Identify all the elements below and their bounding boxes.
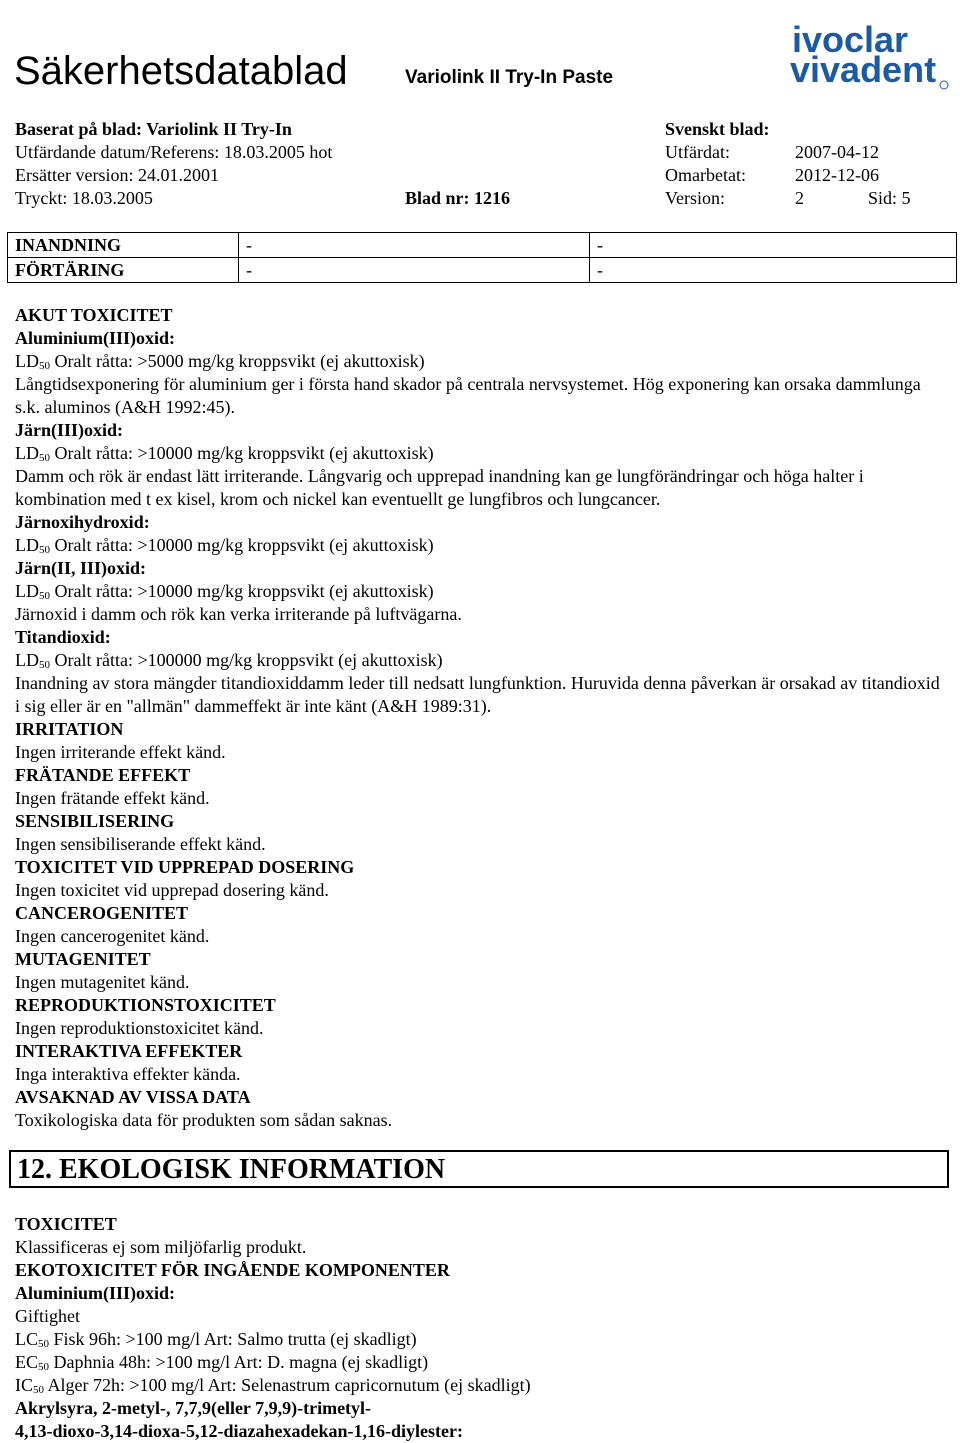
ld-prefix: LD [15,351,39,371]
issued-value: 2007-04-12 [795,142,879,162]
ic-text: Alger 72h: >100 mg/l Art: Selenastrum capricornutum (ej skadligt) [44,1375,531,1395]
ivoclar-vivadent-logo [788,2,950,90]
ic50-line [15,1374,945,1397]
version-value: 2 [795,188,804,208]
value-cell: - [239,233,590,258]
effect-heading: FRÄTANDE EFFEKT [15,765,191,785]
route-cell: INANDNING [8,233,239,258]
ic-prefix: IC [15,1375,33,1395]
ld-prefix: LD [15,443,39,463]
effect-text: Ingen mutagenitet känd. [15,972,190,992]
sheet-number: Blad nr: 1216 [405,188,511,208]
effect-text: Inga interaktiva effekter kända. [15,1064,241,1084]
based-on: Baserat på blad: Variolink II Try-In [15,119,292,139]
effect-heading: MUTAGENITET [15,949,151,969]
ld-subscript: 50 [39,659,50,671]
effect-heading: IRRITATION [15,719,124,739]
toxicity-text: Klassificeras ej som miljöfarlig produkt. [15,1237,307,1257]
printed-date: Tryckt: 18.03.2005 [15,188,153,208]
iron-oxyhydroxide-heading: Järnoxihydroxid: [15,512,150,532]
titanium-text: Inandning av stora mängder titandioxiddamm leder till nedsatt lungfunktion. Huruvida denna påverkan är orsakad av titandioxid i sig eller är en "allmän" dammeffekt är inte känt (A&H 1989:31). [15,673,940,716]
effect-heading: TOXICITET VID UPPREPAD DOSERING [15,857,355,877]
lc50-line [15,1328,945,1351]
ld-subscript: 50 [39,590,50,602]
acrylic-heading-1: Akrylsyra, 2-metyl-, 7,7,9(eller 7,9,9)-trimetyl- [15,1398,372,1418]
ld-text: Oralt råtta: >10000 mg/kg kroppsvikt (ej akuttoxisk) [50,581,434,601]
issue-reference: Utfärdande datum/Referens: 18.03.2005 hot [15,142,333,162]
iron3-heading: Järn(III)oxid: [15,420,124,440]
ec50-line [15,1351,945,1374]
effect-heading: REPRODUKTIONSTOXICITET [15,995,276,1015]
ld-text: Oralt råtta: >100000 mg/kg kroppsvikt (ej akuttoxisk) [50,650,443,670]
giftighet-label: Giftighet [15,1306,80,1326]
effect-text: Ingen cancerogenitet känd. [15,926,210,946]
ec-prefix: EC [15,1352,39,1372]
ld-subscript: 50 [39,452,50,464]
page-number: Sid: 5 [868,188,911,208]
table-row [8,258,957,283]
titanium-heading: Titandioxid: [15,627,111,647]
acrylic-heading-2: 4,13-dioxo-3,14-dioxa-5,12-diazahexadekan-1,16-diylester: [15,1421,463,1441]
iron3-ld50 [15,442,945,465]
lc-prefix: LC [15,1329,39,1349]
iron23-heading: Järn(II, III)oxid: [15,558,147,578]
iron23-text: Järnoxid i damm och rök kan verka irriterande på luftvägarna. [15,604,462,624]
effect-text: Ingen reproduktionstoxicitet känd. [15,1018,264,1038]
section-12-header [9,1150,949,1188]
lc-subscript: 50 [38,1338,50,1350]
route-cell: FÖRTÄRING [8,258,239,283]
revised-value: 2012-12-06 [795,165,879,185]
ld-prefix: LD [15,581,39,601]
aluminium-heading: Aluminium(III)oxid: [15,328,176,348]
effect-text: Ingen irriterande effekt känd. [15,742,226,762]
product-name: Variolink II Try-In Paste [405,67,614,88]
effect-heading: INTERAKTIVA EFFEKTER [15,1041,243,1061]
version-label: Version: [665,188,725,208]
toxicology-section [15,304,945,1132]
issued-label: Utfärdat: [665,142,730,162]
acute-toxicity-heading: AKUT TOXICITET [15,305,173,325]
value-cell: - [239,258,590,283]
ld-text: Oralt råtta: >10000 mg/kg kroppsvikt (ej akuttoxisk) [50,535,434,555]
exposure-table [7,232,957,283]
aluminium-text: Långtidsexponering för aluminium ger i första hand skador på centrala nervsystemet. Hög exponering kan orsaka dammlunga s.k. aluminos (A&H 1992:45). [15,374,921,417]
iron3-text: Damm och rök är endast lätt irriterande. Långvarig och upprepad inandning kan ge lungförändringar och höga halter i kombination med t ex kisel, krom och nickel kan eventuellt ge lungfibros och lungcancer. [15,466,864,509]
value-cell: - [590,233,957,258]
ld-subscript: 50 [39,360,50,372]
lc-text: Fisk 96h: >100 mg/l Art: Salmo trutta (ej skadligt) [49,1329,417,1349]
ecotoxicity-heading: EKOTOXICITET FÖR INGÅENDE KOMPONENTER [15,1260,450,1280]
effect-heading: AVSAKNAD AV VISSA DATA [15,1087,251,1107]
effect-text: Toxikologiska data för produkten som sådan saknas. [15,1110,393,1130]
effect-text: Ingen sensibiliserande effekt känd. [15,834,266,854]
logo-line-2: vivadent [790,49,937,90]
value-cell: - [590,258,957,283]
aluminium-ld50 [15,350,945,373]
ld-text: Oralt råtta: >10000 mg/kg kroppsvikt (ej akuttoxisk) [50,443,434,463]
effect-text: Ingen frätande effekt känd. [15,788,210,808]
effect-heading: CANCEROGENITET [15,903,189,923]
registered-mark-icon [940,81,948,89]
effect-text: Ingen toxicitet vid upprepad dosering känd. [15,880,329,900]
ld-subscript: 50 [39,544,50,556]
titanium-ld50 [15,649,945,672]
iron-oxyhydroxide-ld50 [15,534,945,557]
replaces-version: Ersätter version: 24.01.2001 [15,165,219,185]
ec-text: Daphnia 48h: >100 mg/l Art: D. magna (ej skadligt) [49,1352,429,1372]
ec-subscript: 50 [38,1361,50,1373]
swedish-sheet-label: Svenskt blad: [665,119,770,139]
effect-heading: SENSIBILISERING [15,811,175,831]
ld-prefix: LD [15,650,39,670]
document-title: Säkerhetsdatablad [14,49,348,93]
toxicity-heading: TOXICITET [15,1214,117,1234]
ecology-section [15,1213,945,1443]
ic-subscript: 50 [33,1384,44,1396]
logo-line-1: ivoclar [792,19,909,60]
iron23-ld50 [15,580,945,603]
aluminium-eco-heading: Aluminium(III)oxid: [15,1283,176,1303]
ld-prefix: LD [15,535,39,555]
revised-label: Omarbetat: [665,165,746,185]
ld-text: Oralt råtta: >5000 mg/kg kroppsvikt (ej akuttoxisk) [50,351,425,371]
section-12-title: 12. EKOLOGISK INFORMATION [17,1154,446,1185]
table-row [8,233,957,258]
